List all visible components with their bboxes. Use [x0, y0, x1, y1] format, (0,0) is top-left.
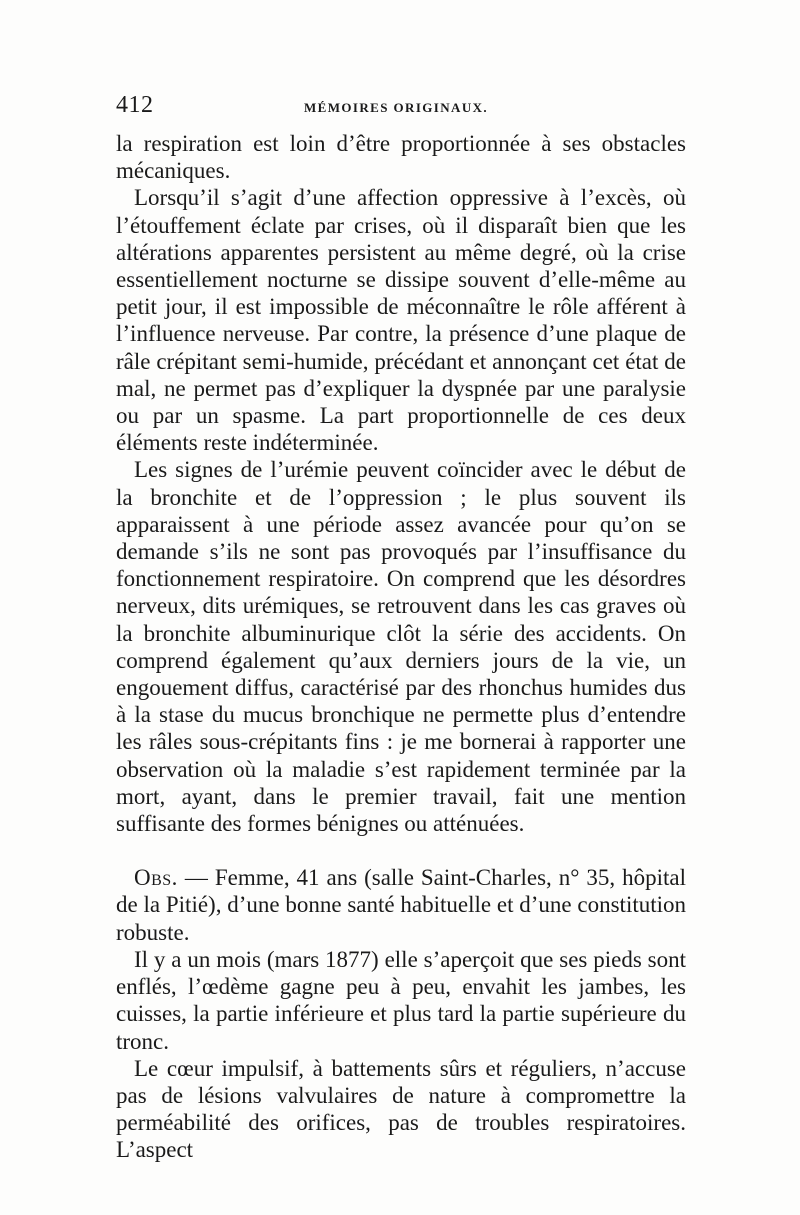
paragraph-uremia: Les signes de l’urémie peuvent coïncider avec le début de la bronchite et de l’oppression ; le plus souvent ils apparaissent à une période assez avancée pour qu’on se demande s’ils ne sont pas provoqués par l’insuffisance du fonctionnement respiratoire. On comprend que les désordres nerveux, dits urémiques, se retrouvent dans les cas graves où la bronchite albuminurique clôt la série des accidents. On comprend également qu’aux derniers jours de la vie, un engouement diffus, caractérisé par des rhonchus humides dus à la stase du mucus bronchique ne permette plus d’entendre les râles sous-crépitants fins : je me bornerai à rapporter une observation où la maladie s’est rapidement terminée par la mort, ayant, dans le premier travail, fait une mention suffisante des formes bénignes ou atténuées. — [116, 457, 686, 837]
page-number: 412 — [116, 92, 154, 118]
paragraph-heart: Le cœur impulsif, à battements sûrs et réguliers, n’accuse pas de lésions valvulaires de nature à compromettre la perméabilité des orifices, pas de troubles respiratoires. L’aspect — [116, 1055, 686, 1163]
paragraph-nervous-influence: Lorsqu’il s’agit d’une affection oppressive à l’excès, où l’étouffement éclate par crises, où il disparaît bien que les altérations apparentes persistent au même degré, où la crise essentiellement nocturne se dissipe souvent d’elle-même au petit jour, il est impossible de méconnaître le rôle afférent à l’influence nerveuse. Par contre, la présence d’une plaque de râle crépitant semi-humide, précédant et annonçant cet état de mal, ne permet pas d’expliquer la dyspnée par une paralysie ou par un spasme. La part proportionnelle de ces deux éléments reste indéterminée. — [116, 185, 686, 456]
page-header — [116, 92, 686, 122]
body-text — [116, 130, 686, 1164]
observation-paragraph — [116, 864, 686, 946]
paragraph-continuation: la respiration est loin d’être proportionnée à ses obstacles mécaniques. — [116, 131, 686, 184]
running-title: MÉMOIRES ORIGINAUX. — [304, 100, 489, 115]
observation-label: Obs. — [134, 865, 178, 891]
paragraph-edema: Il y a un mois (mars 1877) elle s’aperçoit que ses pieds sont enflés, l’œdème gagne peu à peu, envahit les jambes, les cuisses, la partie inférieure et plus tard la partie supérieure du tronc. — [116, 946, 686, 1054]
observation-text: — Femme, 41 ans (salle Saint-Charles, n° 35, hôpital de la Pitié), d’une bonne santé habituelle et d’une constitution robuste. — [116, 865, 686, 945]
